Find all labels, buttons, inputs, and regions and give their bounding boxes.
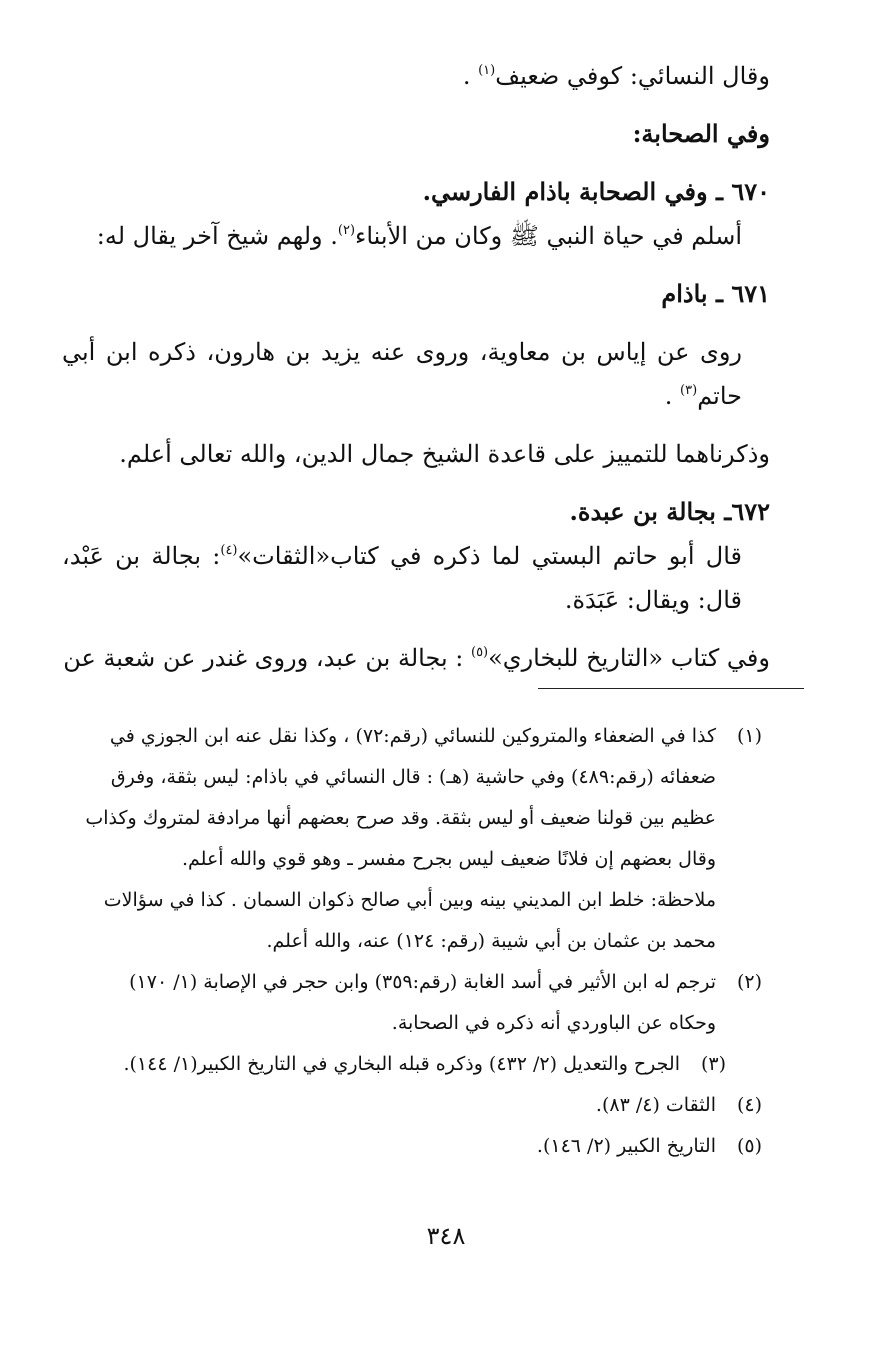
footnote-ref-2: (٢) — [337, 223, 356, 238]
paragraph-tamyiz: وذكرناهما للتمييز على قاعدة الشيخ جمال الدين، والله تعالى أعلم. — [119, 440, 770, 468]
footnote-ref-1: (١) — [478, 63, 496, 78]
footnote-number: (٥) — [736, 1135, 762, 1157]
footnote-3 — [60, 1044, 726, 1085]
section-heading-sahaba: وفي الصحابة: — [632, 119, 770, 148]
footnote-number: (٤) — [736, 1094, 762, 1116]
footnote-number: (٢) — [736, 971, 762, 993]
paragraph-672: قال أبو حاتم البستي لما ذكره في كتاب«الثقات»$^{(٤)}$: بجالة بن عَبْد، قال: ويقال: عَبَدَة. — [62, 542, 742, 614]
paragraph-671: روى عن إياس بن معاوية، وروى عنه يزيد بن هارون، ذكره ابن أبي حاتم$^{(٣)}$ . — [62, 338, 742, 410]
footnote-2 — [60, 962, 762, 1044]
main-text — [62, 54, 770, 680]
entry-heading-670: ٦٧٠ ـ وفي الصحابة باذام الفارسي. — [422, 177, 770, 206]
footnote-text: التاريخ الكبير (٢/ ١٤٦). — [536, 1135, 716, 1157]
footnote-1-note — [60, 880, 762, 962]
paragraph-nasai: وقال النسائي: كوفي ضعيف$^{(١)}$ . — [462, 62, 770, 90]
footnote-ref-3: (٣) — [680, 383, 698, 398]
entry-heading-672: ٦٧٢ـ بجالة بن عبدة. — [569, 497, 770, 526]
page-number: ٣٤٨ — [426, 1222, 466, 1250]
footnote-text: ترجم له ابن الأثير في أسد الغابة (رقم:٣٥٩) وابن حجر في الإصابة (١/ ١٧٠) وحكاه عن الباوردي أنه ذكره في الصحابة. — [129, 971, 716, 1034]
footnote-text: ملاحظة: خلط ابن المديني بينه وبين أبي صالح ذكوان السمان . كذا في سؤالات محمد بن عثمان بن أبي شيبة (رقم: ١٢٤) عنه، والله أعلم. — [103, 889, 716, 952]
entry-heading-671: ٦٧١ ـ باذام — [661, 279, 770, 308]
footnote-5 — [60, 1126, 762, 1167]
footnote-divider — [538, 688, 804, 689]
footnote-ref-5: (٥) — [470, 645, 489, 660]
paragraph-670: أسلم في حياة النبي ﷺ وكان من الأبناء$^{(٢)}$. ولهم شيخ آخر يقال له: — [96, 222, 742, 250]
footnotes — [60, 716, 762, 1167]
footnote-ref-4: (٤) — [220, 543, 238, 558]
paragraph-tarikh: وفي كتاب «التاريخ للبخاري»$^{(٥)}$ : بجالة بن عبد، وروى غندر عن شعبة عن — [63, 644, 770, 672]
footnote-number: (٣) — [700, 1053, 726, 1075]
footnote-1 — [60, 716, 762, 880]
footnote-text: الجرح والتعديل (٢/ ٤٣٢) وذكره قبله البخاري في التاريخ الكبير(١/ ١٤٤). — [123, 1053, 680, 1075]
footnote-number: (١) — [736, 725, 762, 747]
footnote-text: الثقات (٤/ ٨٣). — [595, 1094, 716, 1116]
footnote-4 — [60, 1085, 762, 1126]
footnote-text: كذا في الضعفاء والمتروكين للنسائي (رقم:٧٢) ، وكذا نقل عنه ابن الجوزي في ضعفائه (رقم:٤٨٩) وفي حاشية (هـ) : قال النسائي في باذام: ليس بثقة، وفرق عظيم بين قولنا ضعيف أو ليس بثقة. وقد صرح بعضهم أنها مرادفة لمتروك وكذاب وقال بعضهم إن فلانًا ضعيف ليس بجرح مفسر ـ وهو قوي والله أعلم. — [85, 725, 716, 870]
